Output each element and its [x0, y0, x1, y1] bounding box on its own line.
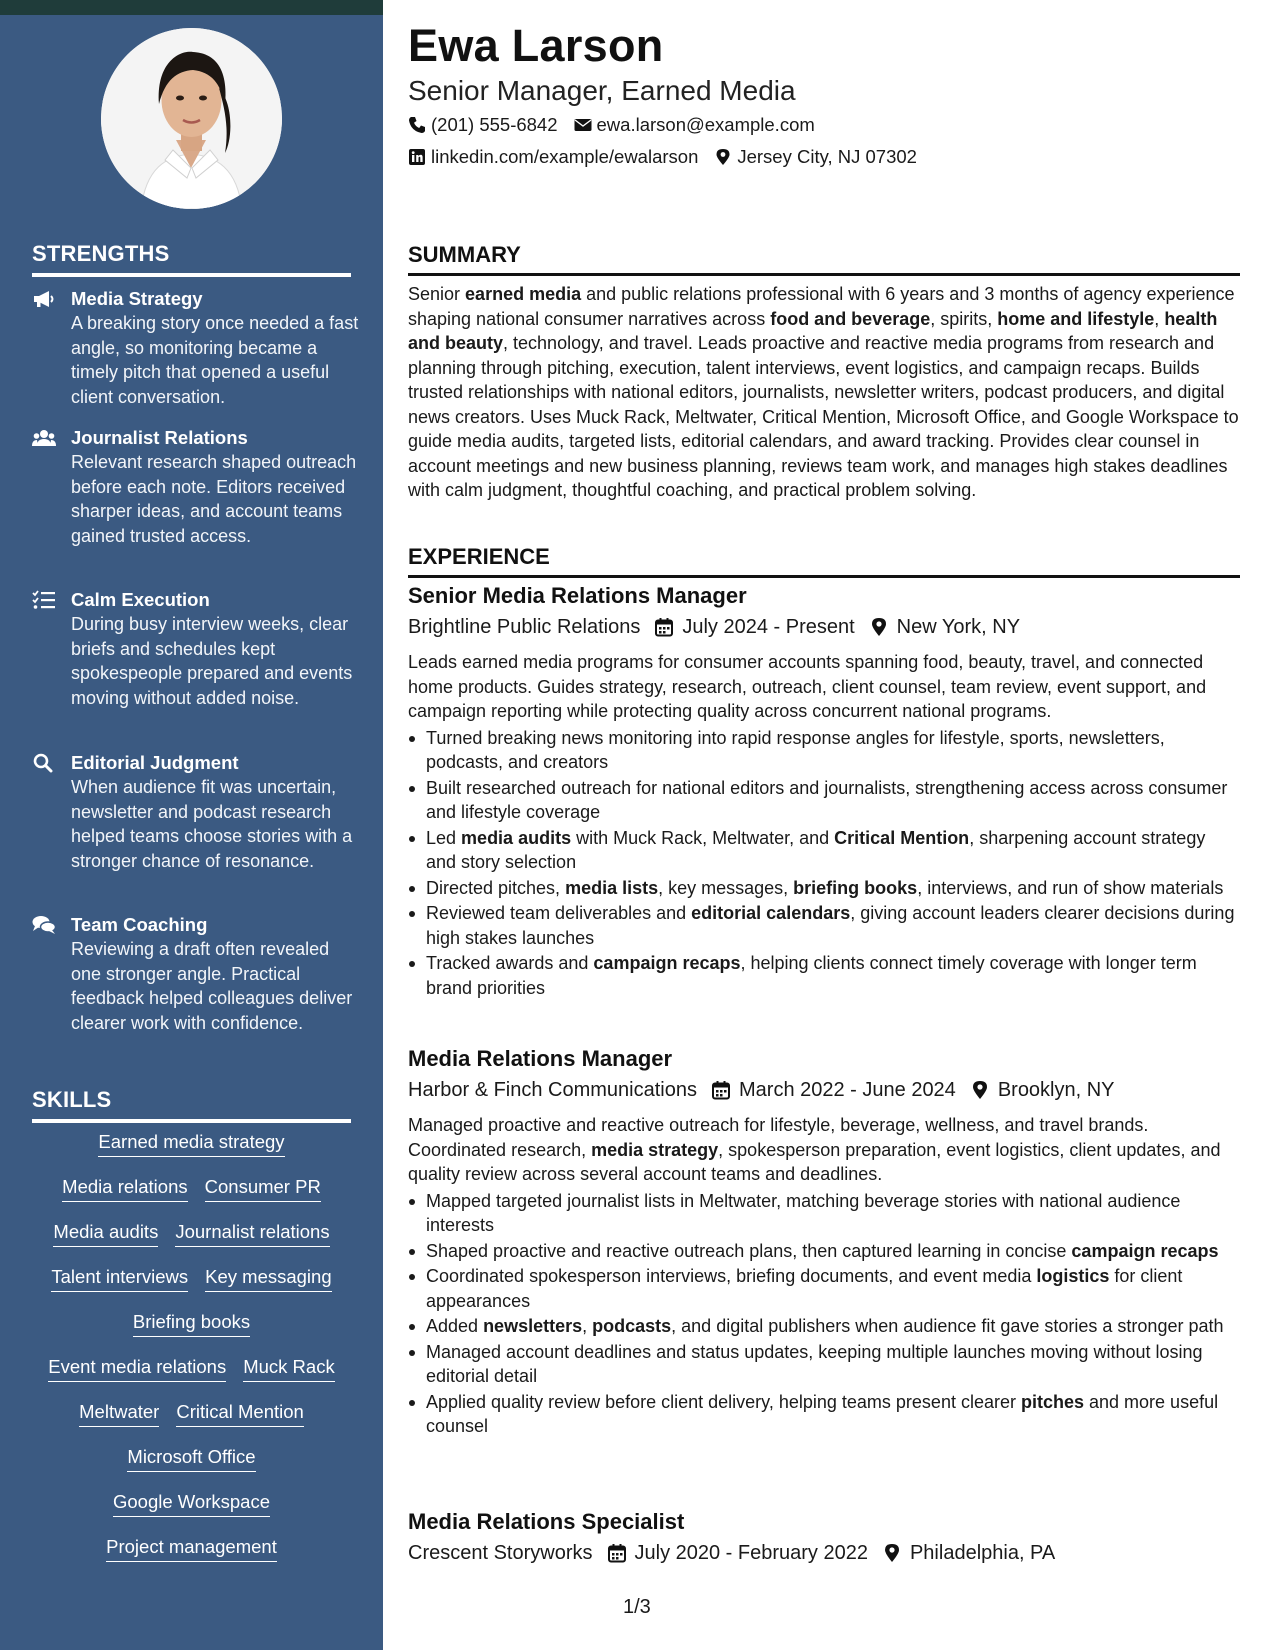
- summary-heading: SUMMARY: [408, 242, 1240, 276]
- sidebar-top-bar: [0, 0, 383, 15]
- bold-text: campaign recaps: [593, 953, 741, 973]
- job-bullet: [408, 726, 1240, 775]
- job-company: Brightline Public Relations: [408, 615, 641, 638]
- skill-row: [30, 1356, 353, 1401]
- profile-photo: [101, 28, 282, 209]
- sidebar: [0, 0, 383, 1650]
- job-description: [408, 1113, 1240, 1187]
- skill-row: [30, 1131, 353, 1176]
- job-bullet: [408, 776, 1240, 825]
- strength-description: During busy interview weeks, clear briefs and schedules kept spokespeople prepared and events moving without added noise.: [71, 614, 353, 708]
- bold-text: briefing books: [793, 877, 918, 898]
- skill-tag: Talent interviews: [51, 1266, 188, 1292]
- job-bullet: [408, 876, 1240, 901]
- text-run: , sharpening account strategy and story selection: [426, 827, 1206, 872]
- job-meta: [408, 612, 1240, 642]
- bold-text: health and beauty: [408, 308, 1218, 353]
- job-location: Philadelphia, PA: [909, 1541, 1056, 1564]
- skill-row: [30, 1446, 353, 1491]
- text-run: Directed pitches,: [426, 877, 566, 898]
- text-run: and more useful counsel: [426, 1391, 1219, 1436]
- bold-text: home and lifestyle: [997, 308, 1155, 329]
- text-run: for client appearances: [426, 1266, 1183, 1311]
- bold-text: editorial calendars: [691, 903, 851, 923]
- job-dates: July 2024 - Present: [682, 615, 855, 638]
- bold-text: logistics: [1036, 1266, 1110, 1286]
- text-run: ,: [582, 1316, 593, 1336]
- text-run: , key messages,: [658, 877, 794, 898]
- skill-row: [30, 1266, 353, 1311]
- map-pin-icon: [869, 617, 889, 637]
- search-icon: [32, 753, 56, 773]
- map-pin-icon: [714, 148, 732, 166]
- text-run: , spokesperson preparation, event logistics, client updates, and quality review across several account teams and deadlines.: [408, 1139, 1221, 1184]
- strength-title: Journalist Relations: [71, 427, 248, 448]
- strength-description: When audience fit was uncertain, newsletter and podcast research helped teams choose stories with a stronger chance of resonance.: [71, 777, 353, 871]
- job-meta: [408, 1075, 1240, 1105]
- text-run: , and digital publishers when audience fit gave stories a stronger path: [671, 1316, 1224, 1336]
- text-run: Shaped proactive and reactive outreach plans, then captured learning in concise: [426, 1240, 1072, 1261]
- strength-item: [32, 426, 362, 548]
- bold-text: podcasts: [592, 1316, 672, 1336]
- map-pin-icon: [882, 1543, 902, 1563]
- text-run: Tracked awards and: [426, 953, 594, 973]
- skill-tag: Project management: [106, 1536, 277, 1562]
- job-bullet: [408, 1314, 1240, 1339]
- bold-text: campaign recaps: [1071, 1240, 1219, 1261]
- text-run: with Muck Rack, Meltwater, and: [571, 827, 835, 848]
- linkedin-text: linkedin.com/example/ewalarson: [431, 146, 699, 167]
- strength-item: [32, 751, 362, 873]
- checklist-icon: [32, 590, 56, 610]
- text-run: Led: [426, 827, 462, 848]
- job-bullet: [408, 1390, 1240, 1439]
- contact-line: [408, 146, 917, 168]
- skill-tag: Media audits: [53, 1221, 158, 1247]
- job-title: Media Relations Specialist: [408, 1509, 685, 1534]
- skill-tag: Key messaging: [205, 1266, 331, 1292]
- skill-row: [30, 1221, 353, 1266]
- strength-item: [32, 287, 362, 409]
- job-bullets: [408, 1189, 1240, 1439]
- job-bullets: [408, 726, 1240, 1001]
- profile-photo-image: [101, 28, 282, 209]
- text-run: Coordinated spokesperson interviews, briefing documents, and event media: [426, 1266, 1037, 1286]
- job-dates: March 2022 - June 2024: [739, 1078, 956, 1101]
- skill-row: [30, 1401, 353, 1446]
- job-bullet: [408, 1264, 1240, 1313]
- users-icon: [32, 428, 56, 448]
- job-title: Media Relations Manager: [408, 1046, 673, 1071]
- skill-tag: Event media relations: [48, 1356, 226, 1382]
- phone-icon: [408, 116, 426, 134]
- strength-description: Reviewing a draft often revealed one stronger angle. Practical feedback helped colleagues deliver clearer work with confidence.: [71, 939, 353, 1033]
- page-number: 1/3: [623, 1596, 651, 1618]
- job-company: Harbor & Finch Communications: [408, 1078, 697, 1101]
- candidate-name: Ewa Larson: [408, 20, 664, 71]
- skill-tag: Media relations: [62, 1176, 187, 1202]
- bold-text: media audits: [461, 827, 572, 848]
- candidate-role: Senior Manager, Earned Media: [408, 75, 796, 106]
- contact-line: [408, 114, 815, 136]
- job-description: Leads earned media programs for consumer accounts spanning food, beauty, travel, and connected home products. Guides strategy, research, outreach, client counsel, team review, event support, and campaign reporting while protecting quality across concurrent national programs.: [408, 652, 1207, 721]
- skill-row: [30, 1491, 353, 1536]
- skill-row: [30, 1536, 353, 1581]
- email-contact[interactable]: [574, 114, 815, 136]
- strength-title: Team Coaching: [71, 914, 208, 935]
- map-pin-icon: [970, 1080, 990, 1100]
- text-run: Built researched outreach for national editors and journalists, strengthening access across consumer and lifestyle coverage: [426, 777, 1228, 822]
- skill-tag: Microsoft Office: [127, 1446, 255, 1472]
- skills-list: [30, 1131, 353, 1581]
- text-run: , interviews, and run of show materials: [917, 877, 1224, 898]
- job-entry: [408, 1045, 1240, 1440]
- text-run: Reviewed team deliverables and: [426, 903, 692, 923]
- skill-tag: Google Workspace: [113, 1491, 270, 1517]
- text-run: Mapped targeted journalist lists in Meltwater, matching beverage stories with national audience interests: [426, 1190, 1181, 1235]
- text-run: , helping clients connect timely coverage with longer term brand priorities: [426, 953, 1197, 998]
- linkedin-contact[interactable]: [408, 146, 698, 168]
- bold-text: media lists: [565, 877, 659, 898]
- envelope-icon: [574, 116, 592, 134]
- text-run: Applied quality review before client delivery, helping teams present clearer: [426, 1391, 1021, 1412]
- skill-tag: Briefing books: [133, 1311, 250, 1337]
- strength-title: Editorial Judgment: [71, 752, 239, 773]
- text-run: and public relations professional with 6 years and 3 months of agency experience shaping national consumer narratives across: [408, 284, 1235, 329]
- job-entry: [408, 582, 1240, 1001]
- skill-tag: Meltwater: [79, 1401, 159, 1427]
- bold-text: earned media: [465, 284, 582, 304]
- skill-row: [30, 1176, 353, 1221]
- job-bullet: [408, 1340, 1240, 1389]
- skill-tag: Earned media strategy: [98, 1131, 284, 1157]
- bold-text: pitches: [1020, 1391, 1085, 1412]
- job-meta: [408, 1538, 1240, 1568]
- text-run: Managed account deadlines and status updates, keeping multiple launches moving without losing editorial detail: [426, 1341, 1203, 1386]
- job-bullet: [408, 826, 1240, 875]
- bold-text: media strategy: [591, 1139, 719, 1160]
- strength-description: A breaking story once needed a fast angle, so monitoring became a timely pitch that opened a useful client conversation.: [71, 313, 359, 407]
- skill-tag: Muck Rack: [243, 1356, 335, 1382]
- job-title: Senior Media Relations Manager: [408, 583, 747, 608]
- summary-paragraph: [408, 282, 1240, 503]
- job-location: New York, NY: [896, 615, 1021, 638]
- text-run: Managed proactive and reactive outreach for lifestyle, beverage, wellness, and travel brands. Coordinated research,: [408, 1115, 1149, 1160]
- calendar-icon: [607, 1543, 627, 1563]
- strength-title: Media Strategy: [71, 288, 203, 309]
- skill-tag: Journalist relations: [175, 1221, 329, 1247]
- text-run: ,: [1154, 308, 1165, 329]
- skill-tag: Consumer PR: [205, 1176, 321, 1202]
- bold-text: Critical Mention: [834, 827, 970, 848]
- job-company: Crescent Storyworks: [408, 1541, 593, 1564]
- phone-contact[interactable]: [408, 114, 558, 136]
- text-run: , spirits,: [930, 308, 998, 329]
- text-run: , technology, and travel. Leads proactive and reactive media programs from research and planning through pitching, execution, talent interviews, event logistics, and campaign recaps. Builds trusted relationships with national editors, journalists, newsletter writers, podcast producers, and digital news creators. Uses Muck Rack, Meltwater, Critical Mention, Microsoft Office, and Google Workspace to guide media audits, targeted lists, editorial calendars, and award tracking. Provides clear counsel in account meetings and new business planning, reviews team work, and manages high stakes deadlines with calm judgment, thoughtful coaching, and practical problem solving.: [408, 333, 1239, 500]
- email-text: ewa.larson@example.com: [596, 114, 815, 135]
- skill-row: [30, 1311, 353, 1356]
- job-bullet: [408, 1239, 1240, 1264]
- calendar-icon: [711, 1080, 731, 1100]
- comments-icon: [32, 915, 56, 935]
- calendar-icon: [654, 617, 674, 637]
- strength-description: Relevant research shaped outreach before each note. Editors received sharper ideas, and account teams gained trusted access.: [71, 452, 357, 546]
- phone-text: (201) 555-6842: [431, 114, 558, 135]
- job-entry: [408, 1508, 1240, 1568]
- strength-title: Calm Execution: [71, 589, 210, 610]
- megaphone-icon: [32, 289, 56, 309]
- location-text: Jersey City, NJ 07302: [737, 146, 917, 167]
- text-run: , giving account leaders clearer decisions during high stakes launches: [426, 903, 1235, 948]
- text-run: Added: [426, 1316, 484, 1336]
- linkedin-icon: [408, 148, 426, 166]
- strength-item: [32, 588, 362, 710]
- bold-text: newsletters: [483, 1316, 583, 1336]
- job-bullet: [408, 951, 1240, 1000]
- text-run: Turned breaking news monitoring into rapid response angles for lifestyle, sports, newsletters, podcasts, and creators: [426, 727, 1165, 772]
- job-bullet: [408, 1189, 1240, 1238]
- job-location: Brooklyn, NY: [997, 1078, 1115, 1101]
- strengths-heading: STRENGTHS: [32, 241, 351, 277]
- experience-heading: EXPERIENCE: [408, 544, 1240, 578]
- bold-text: food and beverage: [770, 308, 931, 329]
- skill-tag: Critical Mention: [176, 1401, 304, 1427]
- location-contact: [714, 146, 917, 168]
- strength-item: [32, 913, 362, 1035]
- skills-heading: SKILLS: [32, 1087, 351, 1123]
- job-dates: July 2020 - February 2022: [634, 1541, 868, 1564]
- text-run: Senior: [408, 284, 466, 304]
- job-bullet: [408, 901, 1240, 950]
